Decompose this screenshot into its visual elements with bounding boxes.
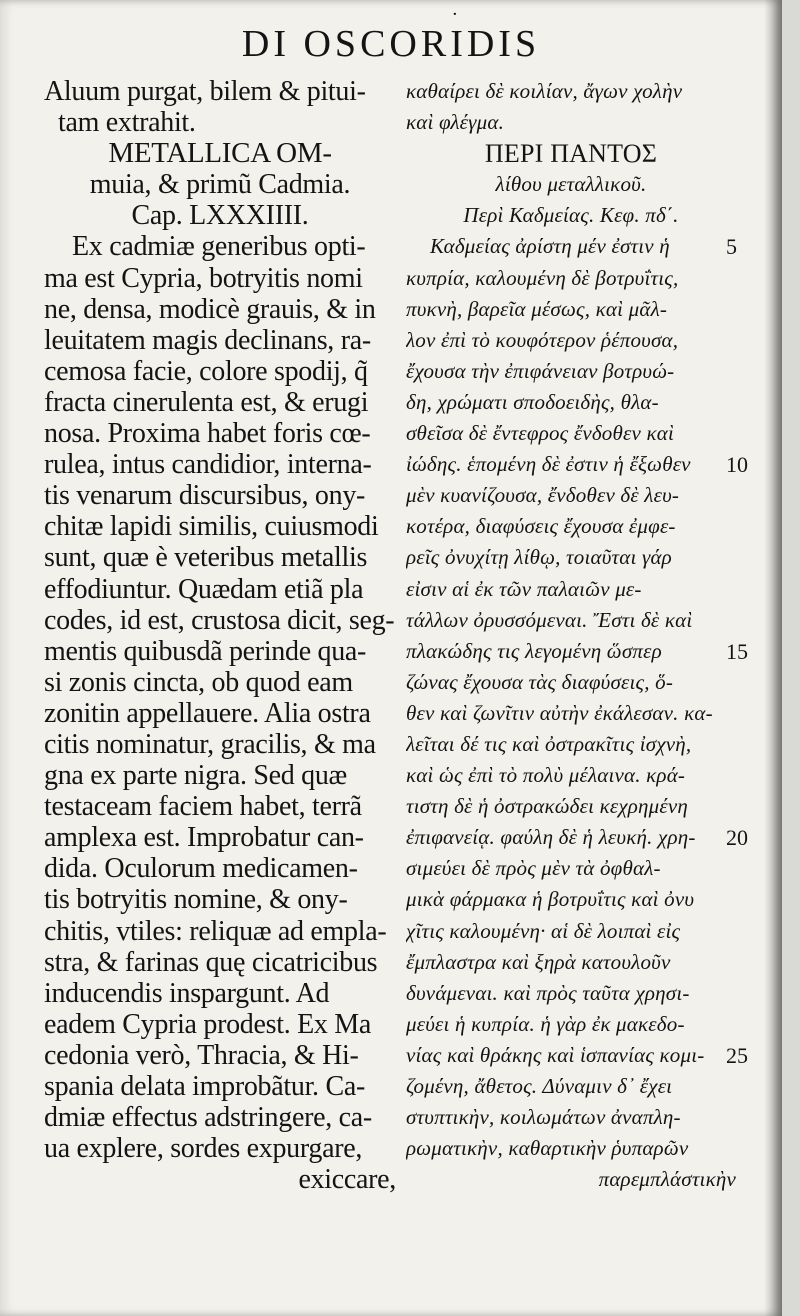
section-subheading-latin: muia, & primũ Cadmia. [89,169,351,201]
latin-line: ne, densa, modicè grauis, & in [44,293,376,325]
greek-line: κοτέρα, διαφύσεις ἔχουσα ἐμφε- [406,514,676,539]
latin-line: citis nominatur, gracilis, & ma [44,728,376,760]
latin-line: Ex cadmiæ generibus opti- [72,231,366,263]
latin-catchword: exiccare, [298,1164,396,1196]
page-mark: · [452,4,458,25]
greek-line: τάλλων ὀρυσσόμεναι. Ἔστι δὲ καὶ [406,607,693,632]
line-number: 25 [726,1042,748,1068]
greek-line: Καδμείας ἀρίστη μέν ἐστιν ἡ [430,234,670,259]
greek-line: στυπτικὴν, κοιλωμάτων ἀναπλη- [406,1105,681,1130]
greek-line: θεν καὶ ζωνῖτιν αὐτὴν ἐκάλεσαν. κα- [406,700,713,725]
greek-line: λον ἐπὶ τὸ κουφότερον ῥέπουσα, [406,327,679,352]
greek-line: δυνάμεναι. καὶ πρὸς ταῦτα χρησι- [406,980,690,1005]
latin-line: testaceam faciem habet, terrã [44,791,362,823]
greek-line: πυκνὴ, βαρεῖα μέσως, καὶ μᾶλ- [406,296,668,321]
latin-line: dmiæ effectus adstringere, ca- [44,1102,372,1134]
greek-line: ζώνας ἔχουσα τὰς διαφύσεις, ὅ- [406,669,674,694]
latin-line: rulea, intus candidior, interna- [44,449,372,481]
greek-line: μεύει ἡ κυπρία. ἡ γὰρ ἐκ μακεδο- [406,1011,685,1036]
chapter-number-greek: Περὶ Καδμείας. Κεφ. πδ΄. [463,203,679,228]
section-subheading-greek: λίθου μεταλλικοῦ. [495,172,647,197]
latin-line: dida. Oculorum medicamen- [44,853,358,885]
latin-line: mentis quibusdã perinde qua- [44,635,367,667]
greek-line: καὶ ὡς ἐπὶ τὸ πολὺ μέλαινα. κρά- [406,763,686,788]
latin-line: inducendis inspargunt. Ad [44,977,330,1009]
greek-line: λεῖται δέ τις καὶ ὀστρακῖτις ἰσχνὴ, [406,731,692,756]
latin-line: stra, & farinas quę cicatricibus [44,946,378,978]
latin-line: tis venarum discursibus, ony- [44,480,366,512]
greek-line: καθαίρει δὲ κοιλίαν, ἄγων χολὴν [406,79,683,103]
greek-line: δη, χρώματι σποδοειδὴς, θλα- [406,389,659,414]
greek-line: ζομένη, ἄθετος. Δύναμιν δ᾽ ἔχει [406,1074,673,1098]
latin-line: gna ex parte nigra. Sed quæ [44,760,347,792]
latin-line: ma est Cypria, botryitis nomi [44,262,363,294]
section-heading-greek: ΠΕΡΙ ΠΑΝΤΟΣ [484,139,658,169]
latin-line: si zonis cincta, ob quod eam [44,666,353,698]
latin-line: spania delata improbãtur. Ca- [44,1071,365,1102]
greek-line: τιστη δὲ ἡ ὀστρακώδει κεχρημένη [406,794,689,819]
greek-line: μικὰ φάρμακα ἡ βοτρυΐτις καὶ ὀνυ [406,887,695,912]
latin-line: zonitin appellauere. Alia ostra [44,697,371,729]
latin-line: sunt, quæ è veteribus metallis [44,542,368,574]
latin-line: chitis, vtiles: reliquæ ad empla- [44,915,387,947]
greek-line: καὶ φλέγμα. [406,110,505,135]
running-head: DI OSCORIDIS [241,23,541,65]
greek-line: ρεῖς ὀνυχίτῃ λίθῳ, τοιαῦται γάρ [406,545,672,570]
greek-line: σθεῖσα δὲ ἔντεφρος ἔνδοθεν καὶ [406,421,675,446]
latin-line: effodiuntur. Quædam etiã pla [44,573,364,605]
greek-line: σιμεύει δὲ πρὸς μὲν τὰ ὀφθαλ- [406,856,661,881]
latin-line: leuitatem magis declinans, ra- [44,324,371,356]
greek-line: ἔχουσα τὴν ἐπιφάνειαν βοτρυώ- [406,358,675,383]
greek-line: ἰώδης. ἑπομένη δὲ ἐστιν ἡ ἔξωθεν [406,452,691,477]
latin-line: eadem Cypria prodest. Ex Ma [44,1008,372,1040]
section-heading-latin: METALLICA OM- [108,138,332,170]
latin-line: codes, id est, crustosa dicit, seg- [44,604,395,636]
line-number: 15 [726,638,748,664]
greek-column [406,76,736,1195]
latin-line: Aluum purgat, bilem & pitui- [44,76,366,107]
greek-line: ρωματικὴν, καθαρτικὴν ῥυπαρῶν [406,1136,689,1161]
latin-line: ua explere, sordes expurgare, [44,1133,363,1165]
latin-column [44,76,396,1195]
latin-line: tis botryitis nomine, & ony- [44,884,348,916]
chapter-number-latin: Cap. LXXXIIII. [131,200,309,232]
latin-line: tam extrahit. [58,107,196,139]
greek-line: ἔμπλαστρα καὶ ξηρὰ κατουλοῦν [406,949,671,974]
line-number: 10 [726,452,748,478]
greek-line: ἐπιφανείᾳ. φαύλη δὲ ἡ λευκή. χρη- [406,825,696,850]
latin-line: chitæ lapidi similis, cuiusmodi [44,511,379,543]
latin-line: cemosa facie, colore spodij, q̃ [44,355,368,387]
greek-line: πλακώδης τις λεγομένη ὥσπερ [406,638,662,663]
greek-line: κυπρία, καλουμένη δὲ βοτρυΐτις, [406,265,679,290]
greek-line: χῖτις καλουμένη· αἱ δὲ λοιπαὶ εἰς [406,918,681,943]
latin-line: cedonia verò, Thracia, & Hi- [44,1039,359,1071]
greek-catchword: παρεμπλάστικὴν [598,1167,736,1192]
latin-line: amplexa est. Improbatur can- [44,822,364,854]
latin-line: fracta cinerulenta est, & erugi [44,386,369,418]
greek-line: μὲν κυανίζουσα, ἔνδοθεν δὲ λευ- [406,483,680,508]
latin-line: nosa. Proxima habet foris cœ- [44,418,371,450]
line-number: 20 [726,825,748,851]
greek-line: εἰσιν αἱ ἐκ τῶν παλαιῶν με- [406,576,642,601]
greek-line: νίας καὶ θράκης καὶ ἱσπανίας κομι- [406,1042,705,1067]
line-number: 5 [726,234,737,260]
line-number-margin [726,76,776,1071]
